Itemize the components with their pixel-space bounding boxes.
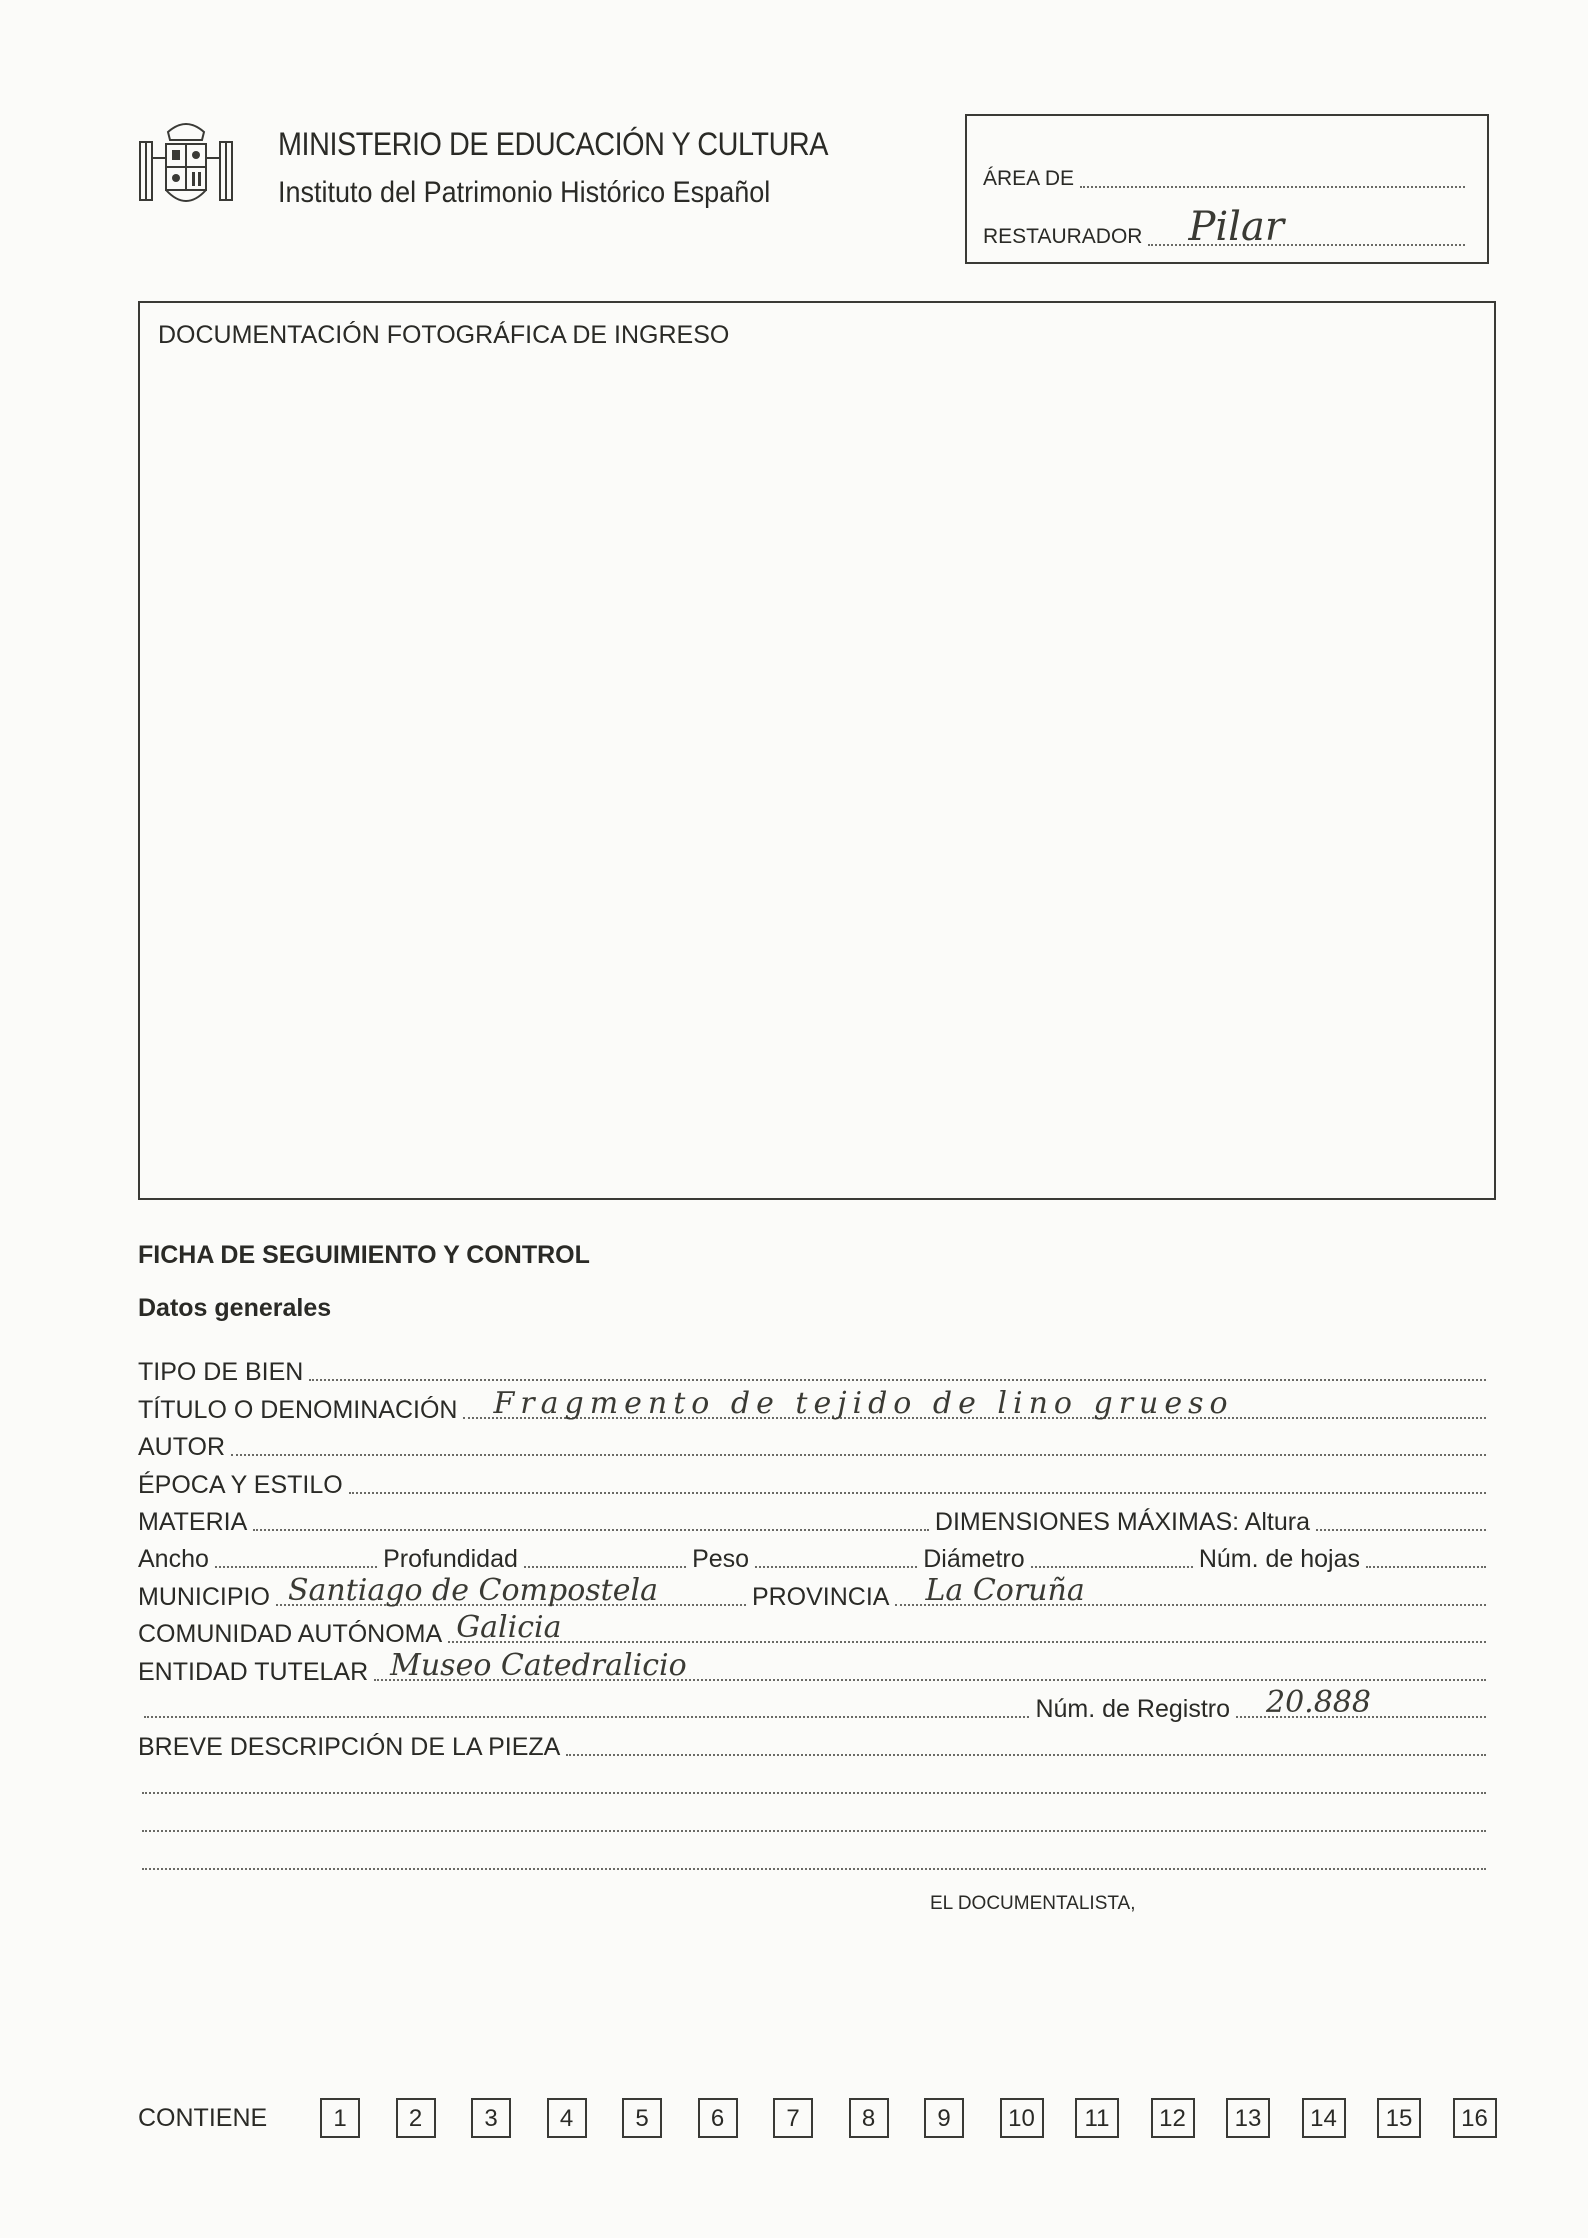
profundidad-label: Profundidad [383, 1545, 518, 1573]
dimensions-row [138, 1540, 1492, 1574]
institute-subtitle: Instituto del Patrimonio Histórico Español [278, 176, 771, 209]
municipio-row [138, 1573, 1492, 1612]
form-subtitle: Datos generales [138, 1294, 332, 1322]
municipio-handwriting: Santiago de Compostela [287, 1573, 658, 1608]
photo-section-title: DOCUMENTACIÓN FOTOGRÁFICA DE INGRESO [158, 321, 730, 349]
autor-label: AUTOR [138, 1433, 226, 1461]
materia-input[interactable] [253, 1529, 929, 1531]
contiene-box-16[interactable]: 16 [1453, 2098, 1497, 2138]
entidad-label: ENTIDAD TUTELAR [138, 1658, 369, 1686]
descripcion-row [138, 1728, 1492, 1762]
profundidad-input[interactable] [524, 1566, 686, 1568]
diametro-label: Diámetro [923, 1545, 1025, 1573]
contiene-label: CONTIENE [138, 2104, 268, 2132]
peso-input[interactable] [755, 1566, 917, 1568]
contiene-box-3[interactable]: 3 [471, 2098, 511, 2138]
epoca-row [138, 1466, 1492, 1500]
tipo-bien-row [138, 1353, 1492, 1387]
titulo-input[interactable] [463, 1386, 1486, 1421]
contiene-box-4[interactable]: 4 [547, 2098, 587, 2138]
restaurador-field [983, 204, 1471, 252]
registro-row [138, 1685, 1492, 1724]
area-label: ÁREA DE [983, 167, 1075, 190]
ministry-title: MINISTERIO DE EDUCACIÓN Y CULTURA [278, 126, 829, 162]
comunidad-input[interactable] [448, 1610, 1486, 1645]
entidad-input[interactable] [374, 1648, 1486, 1683]
epoca-label: ÉPOCA Y ESTILO [138, 1471, 343, 1499]
descripcion-input[interactable] [566, 1754, 1486, 1756]
contiene-box-10[interactable]: 10 [1000, 2098, 1044, 2138]
descripcion-input-line-4[interactable] [142, 1868, 1486, 1870]
dimensiones-label: DIMENSIONES MÁXIMAS: Altura [934, 1508, 1310, 1536]
ancho-input[interactable] [215, 1566, 377, 1568]
registro-input[interactable] [1236, 1685, 1486, 1720]
descripcion-label: BREVE DESCRIPCIÓN DE LA PIEZA [138, 1733, 561, 1761]
restaurador-label: RESTAURADOR [983, 225, 1143, 248]
area-input[interactable] [1080, 186, 1465, 188]
autor-input[interactable] [231, 1454, 1486, 1456]
num-hojas-input[interactable] [1366, 1566, 1486, 1568]
contiene-box-2[interactable]: 2 [396, 2098, 436, 2138]
spanish-coat-of-arms-icon [136, 114, 236, 214]
ancho-label: Ancho [138, 1545, 209, 1573]
descripcion-input-line-2[interactable] [142, 1792, 1486, 1794]
registro-handwriting: 20.888 [1266, 1685, 1371, 1720]
contiene-box-6[interactable]: 6 [698, 2098, 738, 2138]
contiene-box-9[interactable]: 9 [924, 2098, 964, 2138]
registro-blank-line[interactable] [144, 1716, 1029, 1718]
contiene-box-11[interactable]: 11 [1075, 2098, 1119, 2138]
entidad-handwriting: Museo Catedralicio [390, 1648, 687, 1683]
num-hojas-label: Núm. de hojas [1198, 1545, 1361, 1573]
contiene-box-8[interactable]: 8 [849, 2098, 889, 2138]
contiene-box-14[interactable]: 14 [1302, 2098, 1346, 2138]
restaurador-input[interactable] [1148, 204, 1465, 250]
diametro-input[interactable] [1031, 1566, 1193, 1568]
area-field [983, 164, 1471, 194]
municipio-input[interactable] [276, 1573, 746, 1608]
titulo-row [138, 1386, 1492, 1425]
contiene-box-5[interactable]: 5 [622, 2098, 662, 2138]
autor-row [138, 1428, 1492, 1462]
titulo-label: TÍTULO O DENOMINACIÓN [138, 1396, 458, 1424]
form-title: FICHA DE SEGUIMIENTO Y CONTROL [138, 1241, 590, 1269]
epoca-input[interactable] [349, 1492, 1486, 1494]
materia-row [138, 1503, 1492, 1537]
tipo-bien-label: TIPO DE BIEN [138, 1358, 304, 1386]
municipio-label: MUNICIPIO [138, 1583, 270, 1611]
contiene-boxes [320, 2098, 1500, 2144]
peso-label: Peso [692, 1545, 750, 1573]
comunidad-handwriting: Galicia [456, 1610, 562, 1645]
contiene-box-12[interactable]: 12 [1151, 2098, 1195, 2138]
titulo-handwriting: Fragmento de tejido de lino grueso [493, 1386, 1234, 1421]
descripcion-input-line-3[interactable] [142, 1830, 1486, 1832]
contiene-box-13[interactable]: 13 [1226, 2098, 1270, 2138]
contiene-box-7[interactable]: 7 [773, 2098, 813, 2138]
contiene-box-15[interactable]: 15 [1377, 2098, 1421, 2138]
descripcion-line-4 [138, 1842, 1492, 1876]
area-restaurador-box [965, 114, 1489, 264]
provincia-input[interactable] [895, 1573, 1486, 1608]
provincia-label: PROVINCIA [751, 1583, 890, 1611]
documentalista-label: EL DOCUMENTALISTA, [930, 1893, 1136, 1914]
descripcion-line-2 [138, 1766, 1492, 1800]
contiene-box-1[interactable]: 1 [320, 2098, 360, 2138]
materia-label: MATERIA [138, 1508, 248, 1536]
comunidad-label: COMUNIDAD AUTÓNOMA [138, 1620, 443, 1648]
descripcion-line-3 [138, 1804, 1492, 1838]
tipo-bien-input[interactable] [309, 1379, 1486, 1381]
entidad-row [138, 1648, 1492, 1687]
comunidad-row [138, 1610, 1492, 1649]
provincia-handwriting: La Coruña [925, 1573, 1085, 1608]
restaurador-handwriting: Pilar [1188, 204, 1284, 250]
altura-input[interactable] [1316, 1529, 1486, 1531]
photo-documentation-box [138, 301, 1496, 1200]
registro-label: Núm. de Registro [1035, 1695, 1230, 1723]
